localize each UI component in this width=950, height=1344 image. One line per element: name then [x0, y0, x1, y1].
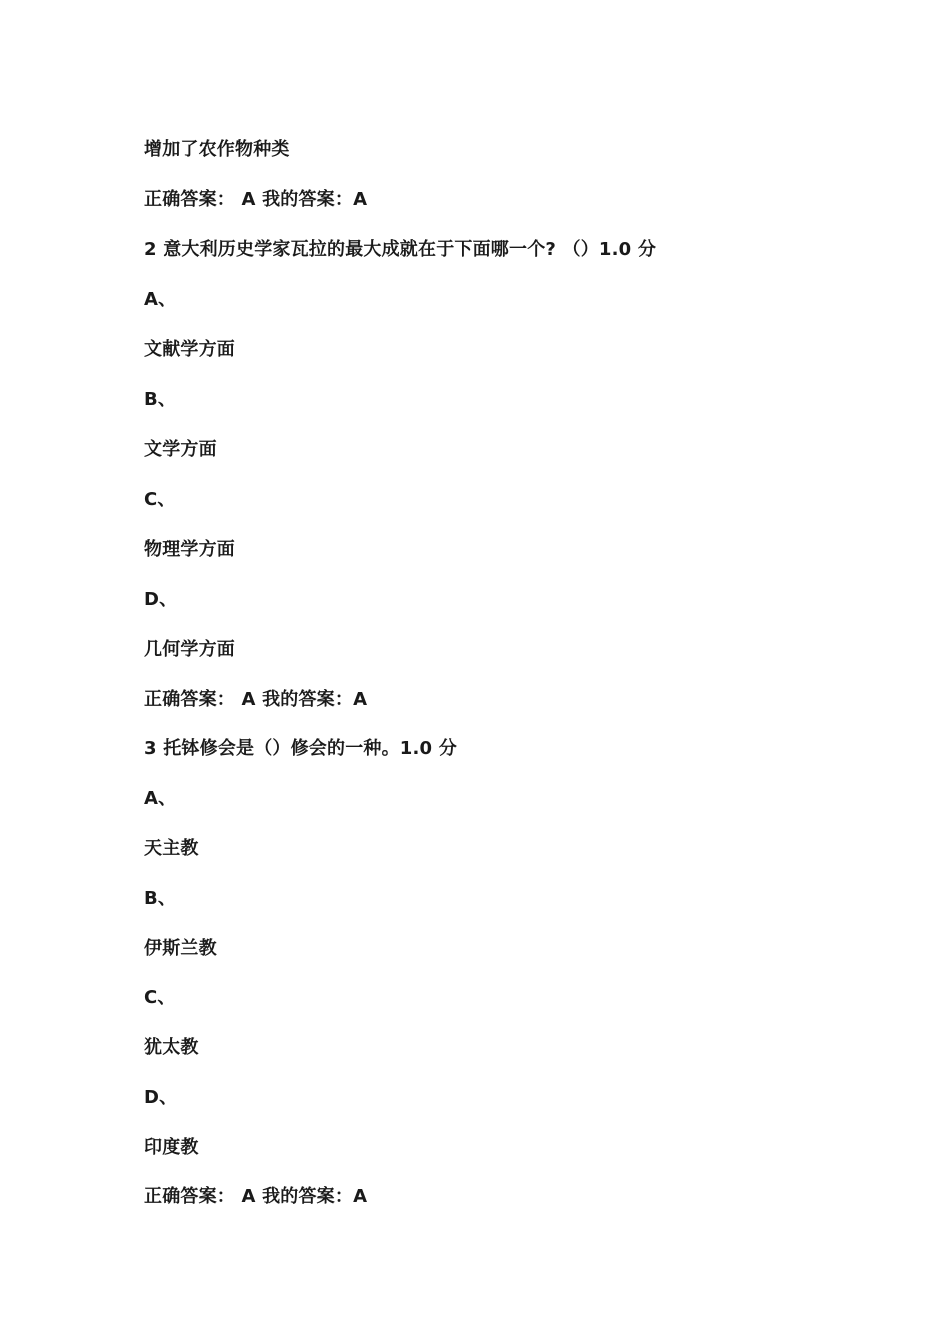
question-text: 3 托钵修会是（）修会的一种。1.0 分: [144, 738, 457, 759]
option-label: A、: [144, 788, 177, 809]
option-text: 天主教: [144, 838, 199, 859]
option-text: 印度教: [144, 1137, 199, 1158]
option-label: A、: [144, 289, 177, 310]
option-label: D、: [144, 589, 178, 610]
option-label: B、: [144, 389, 177, 410]
option-text: 物理学方面: [144, 539, 235, 560]
answer-line: 正确答案： A 我的答案：A: [144, 1186, 368, 1207]
option-text: 文献学方面: [144, 339, 235, 360]
option-label: B、: [144, 888, 177, 909]
option-label: D、: [144, 1087, 178, 1108]
question-text: 2 意大利历史学家瓦拉的最大成就在于下面哪一个? （）1.0 分: [144, 239, 657, 260]
answer-line: 正确答案： A 我的答案：A: [144, 689, 368, 710]
option-label: C、: [144, 489, 176, 510]
option-text: 犹太教: [144, 1037, 199, 1058]
answer-line: 正确答案： A 我的答案：A: [144, 189, 368, 210]
option-label: C、: [144, 987, 176, 1008]
option-text: 几何学方面: [144, 639, 235, 660]
option-text: 伊斯兰教: [144, 938, 217, 959]
option-text: 文学方面: [144, 439, 217, 460]
option-text: 增加了农作物种类: [144, 139, 290, 160]
